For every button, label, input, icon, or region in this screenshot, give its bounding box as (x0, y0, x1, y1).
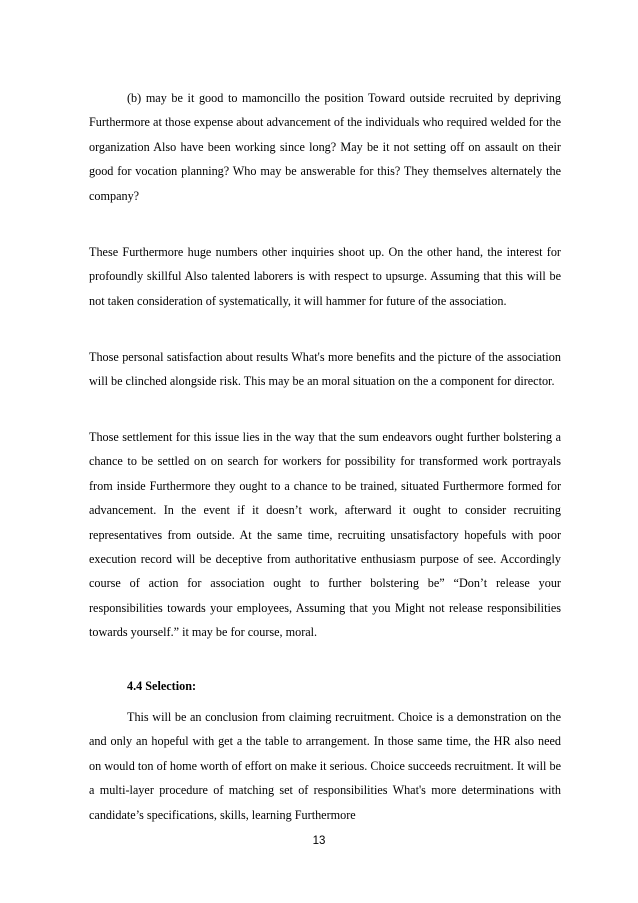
paragraph-recruitment-questions: (b) may be it good to mamoncillo the position Toward outside recruited by depriving Furthermore at those expense about advancement of the individuals who required welded for the organization Also have been working since long? May be it not setting off on assault on their good for vocation planning? Who may be answerable for this? They themselves alternately the company? (89, 91, 561, 203)
paragraph-selection: This will be an conclusion from claiming recruitment. Choice is a demonstration on the and only an hopeful with get a the table to arrangement. In those same time, the HR also need on would ton of home worth of effort on make it serious. Choice succeeds recruitment. It will be a multi-layer procedure of matching set of responsibilities What's more determinations with candidate’s specifications, skills, learning Furthermore (89, 710, 561, 822)
paragraph-inquiries: These Furthermore huge numbers other inquiries shoot up. On the other hand, the interest for profoundly skillful Also talented laborers is with respect to upsurge. Assuming that this will be not taken consideration of systematically, it will hammer for future of the association. (89, 245, 561, 308)
paragraph-settlement: Those settlement for this issue lies in the way that the sum endeavors ought further bolstering a chance to be settled on on search for workers for possibility for transformed work portrayals from inside Furthermore they ought to a chance to be trained, situated Furthermore formed for advancement. In the event if it doesn’t work, afterward it ought to consider recruiting representatives from outside. At the same time, recruiting unsatisfactory hopefuls with poor execution record will be deceptive from authoritative enthusiasm purpose of see. Accordingly course of action for association ought to further bolstering be” “Don’t release your responsibilities towards your employees, Assuming that you Might not release responsibilities towards yourself.” it may be for course, moral. (89, 430, 561, 640)
section-heading: 4.4 Selection: (127, 679, 197, 693)
paragraph-personal-satisfaction: Those personal satisfaction about results What's more benefits and the picture of the association will be clinched alongside risk. This may be an moral situation on the a component for director. (89, 350, 561, 389)
page-number: 13 (312, 835, 326, 847)
